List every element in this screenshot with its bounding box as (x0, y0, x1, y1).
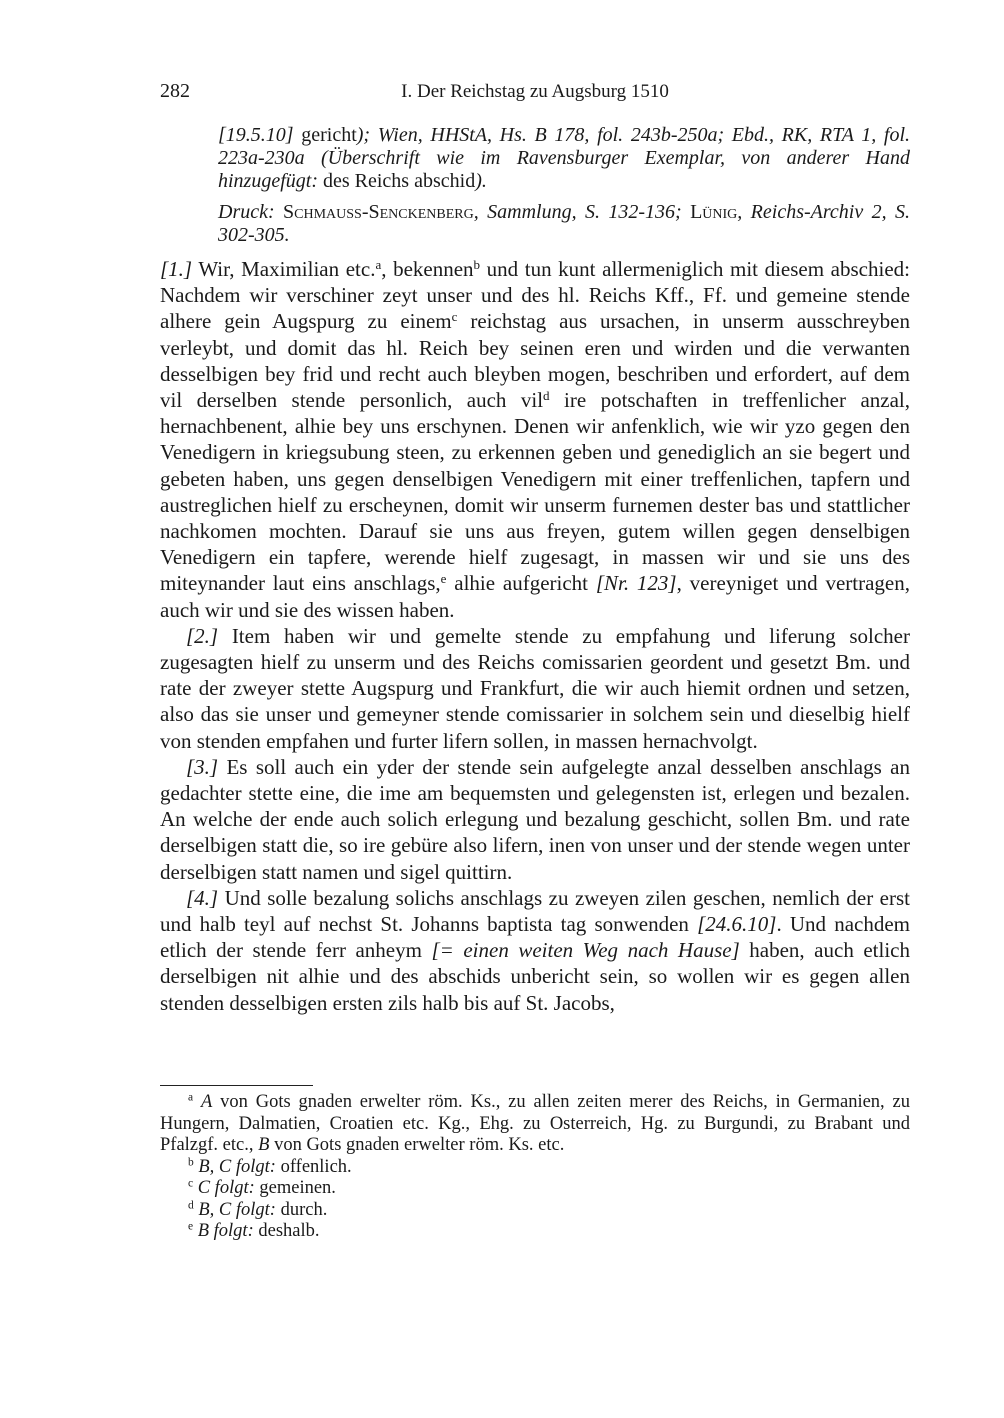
source-notes (218, 124, 910, 255)
text-run: Item haben wir und gemelte stende zu empfahung und liferung solcher zugesagten hielf zu unserm und des Reichs comissarien geordent und gesetzt Bm. und rate der zweyer stette Augspurg und Frankfurt, die wir auch hiemit ordnen und setzen, also das sie unser und gemeyner stende comissarier in solchem sein und dieselbig hielf von stenden empfahen und furter lifern sollen, in massen hernachvolgt. (160, 623, 910, 753)
text-run: haben, auch etlich derselbigen nit alhie und des abschids unbericht sein, so wollen wir es gegen allen stenden desselbigen ersten zils halb bis auf St. Jacobs, (160, 938, 910, 1015)
text-run: reichstag aus ursachen, in unserm ausschreyben verleybt, und domit das hl. Reich bey seinen eren und wirden und die verwanten desselbigen bey frid und recht auch bleyben mogen, beschriben und erfordert, auf dem vil derselben stende personlich, auch vil (160, 309, 911, 413)
text-run: von Gots gnaden erwelter röm. Ks. etc. (269, 1135, 565, 1155)
section-number: [1.] (160, 257, 193, 281)
text-run: durch. (275, 1199, 328, 1220)
footnotes (160, 1092, 910, 1243)
text-run: B folgt: (197, 1221, 254, 1241)
text-run: . Und nachdem etlich der stende ferr anheym (160, 912, 910, 963)
footnote-b (160, 1157, 910, 1179)
editorial-ref: [24.6.10] (697, 912, 777, 937)
text-run: , Reichs-Archiv 2, S. 302-305. (218, 201, 911, 246)
source-manuscripts (218, 124, 910, 193)
footnote-ref[interactable]: a (375, 256, 382, 272)
text-run: B, C folgt: (198, 1156, 276, 1177)
author-name: Schmauss-Senckenberg (274, 201, 474, 223)
footnote-ref[interactable]: d (543, 387, 550, 403)
footnote-mark: a (188, 1091, 194, 1104)
section-number: [3.] (186, 754, 219, 779)
section-number: [4.] (186, 885, 219, 910)
paragraph-3 (160, 754, 910, 885)
date-ref: [19.5.10] (218, 124, 294, 146)
footnote-ref[interactable]: e (440, 571, 447, 587)
editorial-ref: [Nr. 123] (595, 571, 677, 596)
main-text (160, 256, 910, 1016)
footnote-mark: c (188, 1177, 194, 1190)
section-number: [2.] (186, 623, 219, 648)
footnote-a (160, 1092, 910, 1157)
text-run: offenlich. (275, 1156, 352, 1177)
text-run: , Sammlung, S. 132-136; (473, 201, 682, 223)
text-run: ire potschaften in treffenlicher anzal, hernachbenent, alhie bey uns erschynen. Denen wir anfenklich, wie wir yzo gegen den Venedigern in kriegsubung steen, zu erkennen geben und genediglich an sie begert und gebeten haben, uns gegen denselbigen Venedigern mit einer treffenlichen, tapfern und austreglichen hielf zu erscheynen, domit wir unserm furnemen dester bas und stattlicher nachkomen mochten. Darauf sie uns aus freyen, gutem willen gegen denselbigen Venedigern ein tapfere, werende hielf zugesagt, in massen wir und sie uns des miteynander laut eins anschlags, (160, 388, 910, 596)
text-run: gemeinen. (254, 1178, 336, 1198)
running-title: I. Der Reichstag zu Augsburg 1510 (401, 81, 669, 102)
text-run: , vereyniget und vertragen, auch wir und sie des wissen haben. (160, 571, 910, 622)
author-name: Lünig (681, 201, 738, 223)
text-run: des Reichs abschid (318, 170, 476, 192)
text-run: ); Wien, HHStA, Hs. B 178, fol. 243b-250a; Ebd., RK, RTA 1, fol. 223a-230a (Überschrift wie im Ravensburger Exemplar, von anderer Hand hinzugefügt: (218, 124, 910, 192)
text-run: B (258, 1135, 270, 1155)
footnote-d (160, 1200, 910, 1222)
paragraph-2 (160, 623, 910, 754)
text-run: und tun kunt allermeniglich mit diesem abschied: Nachdem wir verschiner zeyt unser und des hl. Reichs Kff., Ff. und gemeine stende alhere gein Augspurg zu einem (160, 257, 910, 334)
page-header (160, 80, 910, 108)
footnote-c (160, 1178, 910, 1200)
text-run: Und solle bezalung solichs anschlags zu zweyen zilen geschen, nemlich der erst und halb teyl auf nechst St. Johanns baptista tag sonwenden (160, 885, 910, 937)
footnote-e (160, 1221, 910, 1243)
text-run: C folgt: (197, 1178, 255, 1198)
page-number: 282 (160, 80, 190, 102)
text-run: gericht (293, 124, 357, 146)
text-run: , bekennen (381, 257, 474, 281)
paragraph-1 (160, 256, 910, 623)
source-print (218, 201, 910, 247)
text-run: von Gots gnaden erwelter röm. Ks., zu allen zeiten merer des Reichs, in Germanien, zu Hungern, Dalmatien, Croatien etc. Kg., Ehg. zu Osterreich, Hg. zu Burgundi, zu Brabant und Pfalzgf. etc., (160, 1092, 910, 1155)
text-run: B, C folgt: (198, 1199, 276, 1220)
text-run: deshalb. (253, 1221, 320, 1241)
editorial-ref: [= einen weiten Weg nach Hause] (431, 938, 740, 963)
text-run: Es soll auch ein yder der stende sein aufgelegte anzal desselben anschlags an gedachter stette eine, die ime am bequemsten und gelegensten ist, erlegen und bezalen. An welche der ende auch solich erlegung und bezalung geschicht, sollen Bm. und rate derselbigen statt die, so ire gebüre also lifern, inen von unser und der stende wegen unter derselbigen statt namen und sigel quittirn. (160, 754, 910, 884)
text-run: alhie aufgericht (446, 571, 596, 596)
footnote-mark: d (188, 1199, 194, 1212)
text-run: Wir, Maximilian etc. (192, 257, 376, 281)
footnote-mark: b (188, 1156, 194, 1169)
text-run: A (200, 1092, 213, 1112)
text-run: Druck: (218, 201, 275, 223)
footnote-ref[interactable]: b (473, 256, 481, 272)
footnote-mark: e (188, 1220, 194, 1233)
paragraph-4 (160, 885, 910, 1016)
footnote-divider (160, 1085, 313, 1086)
footnote-ref[interactable]: c (451, 309, 458, 325)
text-run: ). (475, 170, 487, 192)
